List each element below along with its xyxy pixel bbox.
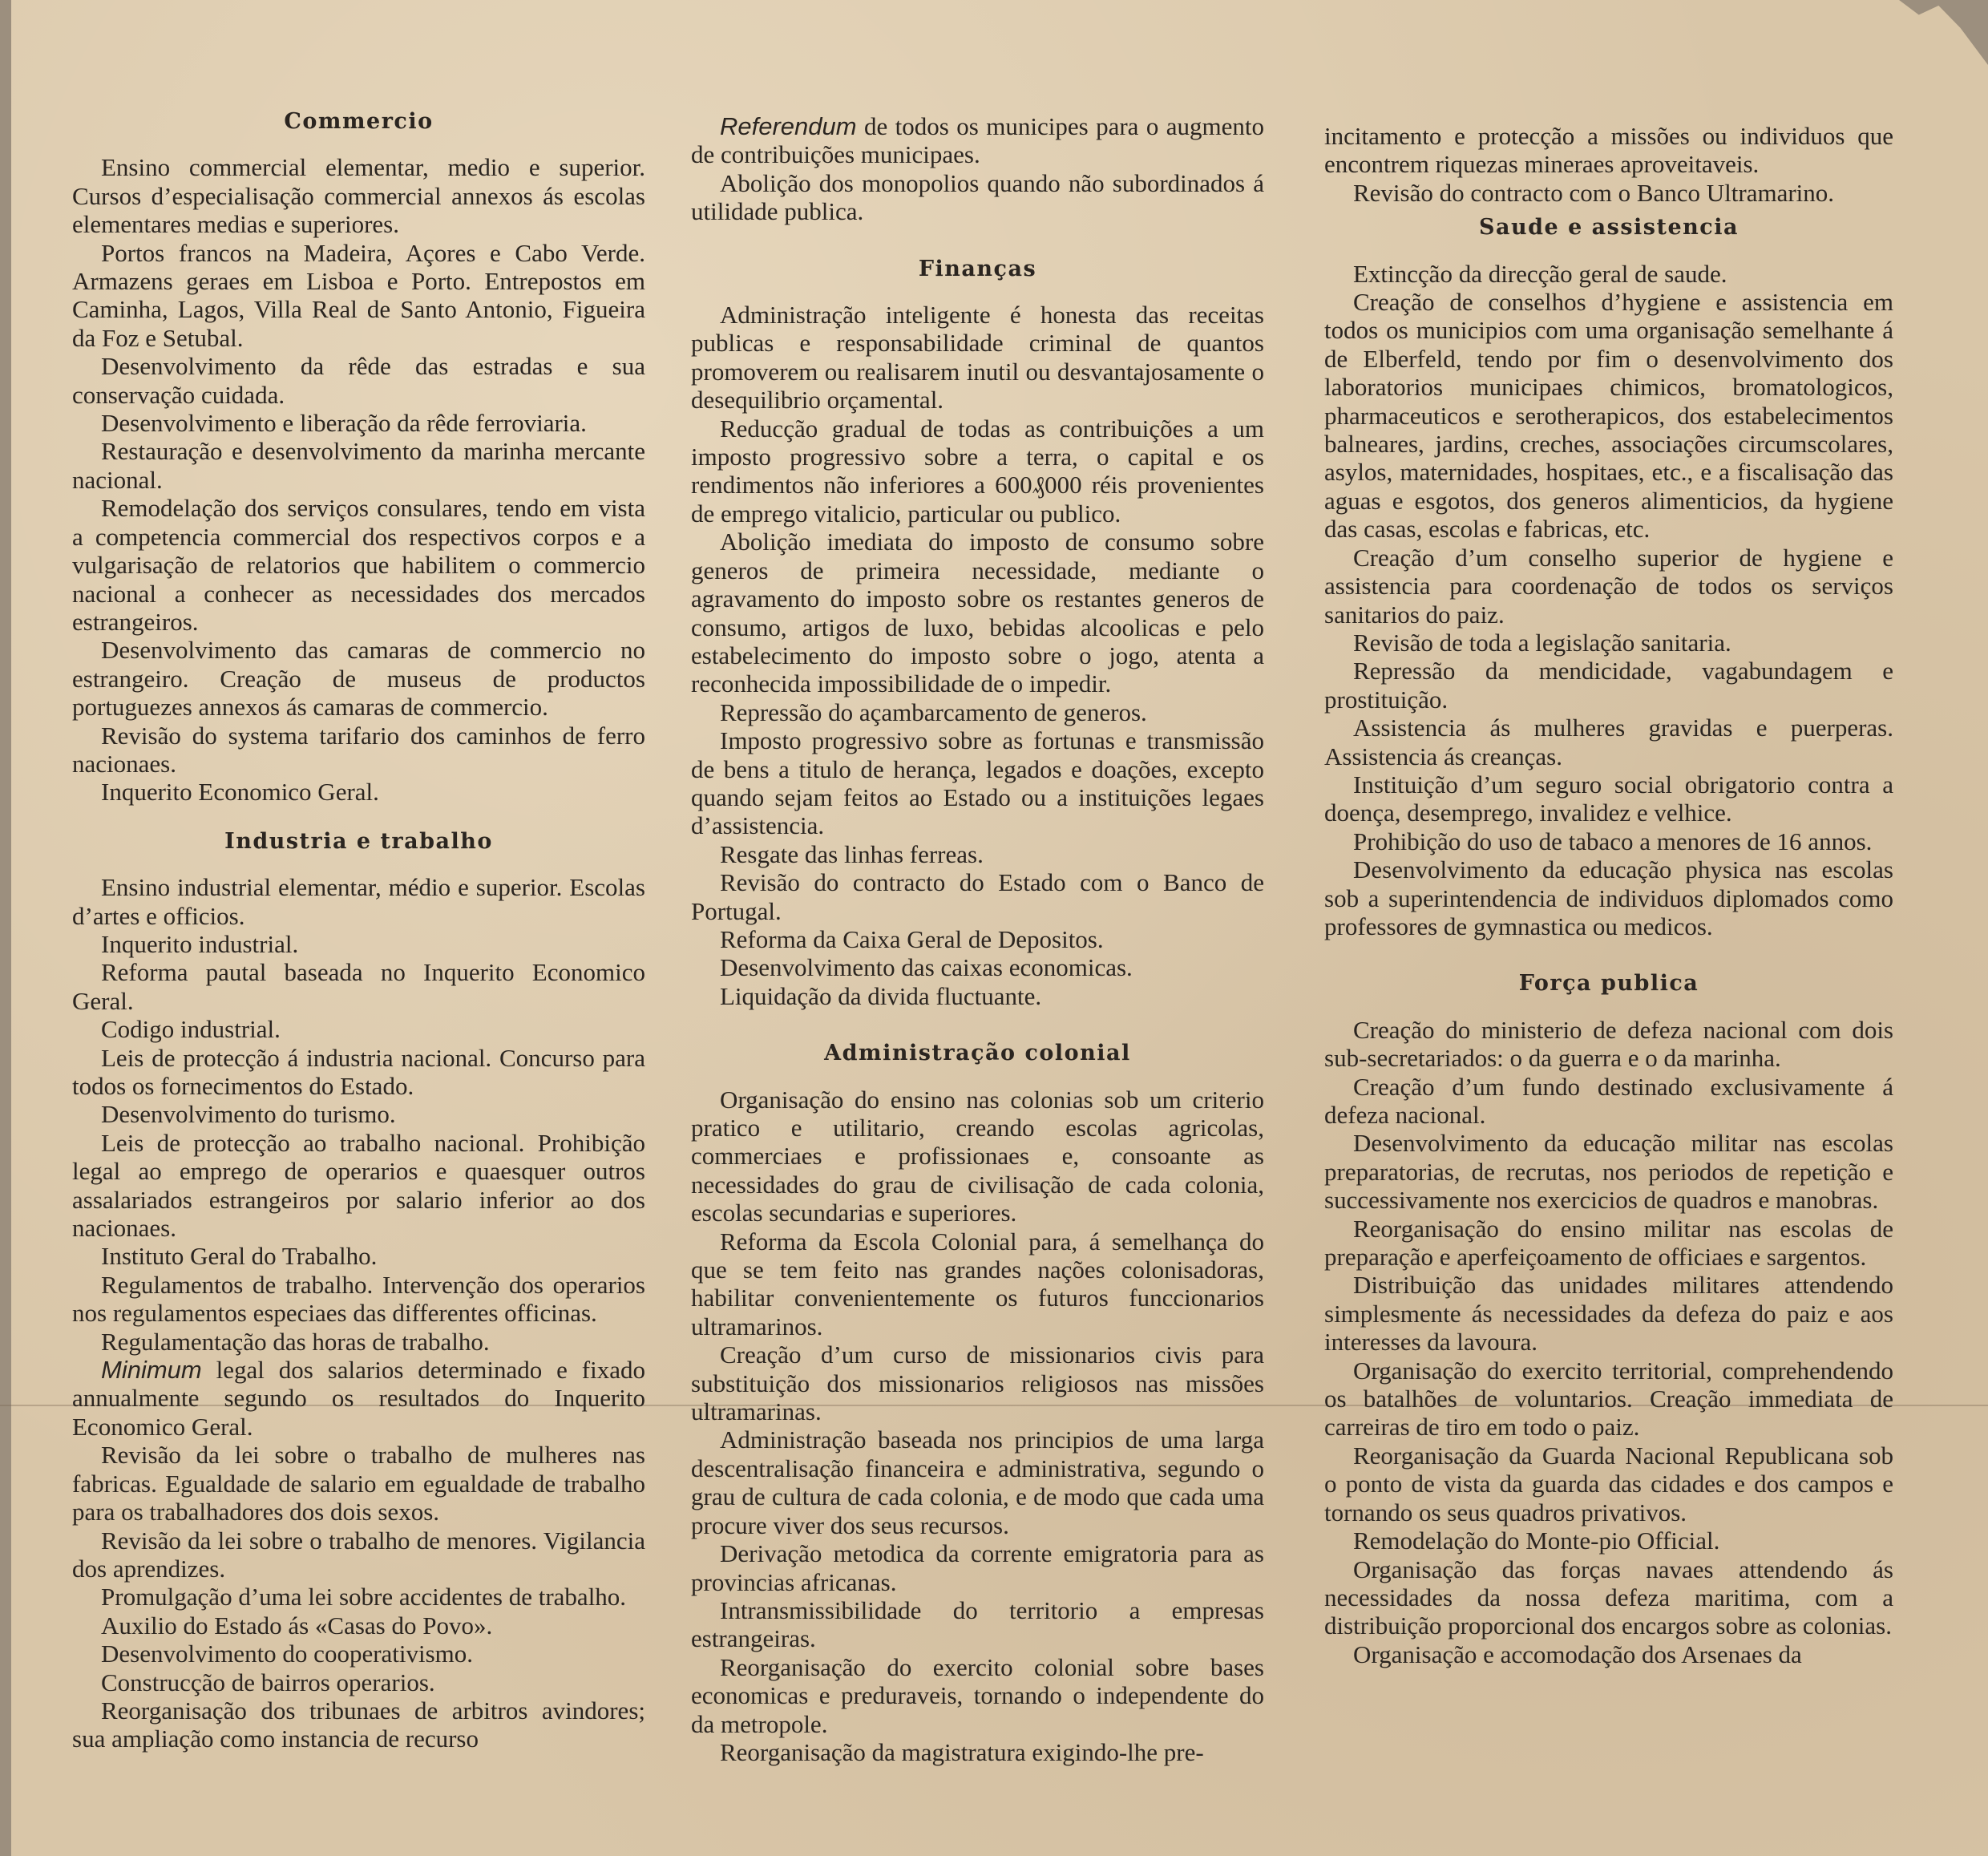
paragraph: Reforma pautal baseada no Inquerito Economico Geral. [72,958,645,1015]
paragraph: Desenvolvimento da educação militar nas escolas preparatorias, de recrutas, nos periodos de repetição e successivamente nos exercicios de quadros e manobras. [1324,1129,1893,1215]
paragraph: Organisação das forças navaes attendendo ás necessidades da nossa defeza maritima, com a distribuição proporcional dos encargos sobre as colonias. [1324,1555,1893,1640]
paragraph: incitamento e protecção a missões ou individuos que encontrem riquezas mineraes aproveitaveis. [1324,122,1893,179]
column-left [72,98,645,1753]
paragraph: Resgate das linhas ferreas. [720,839,984,868]
paragraph: Imposto progressivo sobre as fortunas e transmissão de bens a titulo de herança, legados e doações, excepto quando sejam feitos ao Estado ou a instituições legaes d’assistencia. [691,726,1264,840]
paragraph: Codigo industrial. [101,1015,281,1044]
section-heading-financas: Finanças [918,256,1037,281]
paragraph: Instituição d’um seguro social obrigatorio contra a doença, desemprego, invalidez e velhice. [1324,770,1893,827]
paragraph: Organisação do exercito territorial, comprehendendo os batalhões de voluntarios. Creação immediata de carreiras de tiro em todo o paiz. [1324,1356,1893,1442]
paragraph: Reorganisação do ensino militar nas escolas de preparação e aperfeiçoamento de officiaes e sargentos. [1324,1214,1893,1272]
section-heading-forca-publica: Força publica [1518,971,1699,997]
paragraph: Revisão do systema tarifario dos caminhos de ferro nacionaes. [72,721,645,778]
paragraph: Desenvolvimento das camaras de commercio no estrangeiro. Creação de museus de productos portuguezes annexos ás camaras de commercio. [72,636,645,722]
paragraph: Revisão do contracto com o Banco Ultramarino. [1353,178,1835,207]
paragraph: Prohibição do uso de tabaco a menores de 16 annos. [1353,827,1873,855]
paragraph: Inquerito Economico Geral. [101,778,379,807]
paragraph: Derivação metodica da corrente emigratoria para as provincias africanas. [691,1539,1264,1596]
paragraph: Ensino commercial elementar, medio e superior. Cursos d’especialisação commercial annexos ás escolas elementares medias e superiores. [72,153,645,239]
paragraph: Creação de conselhos d’hygiene e assistencia em todos os municipios com uma organisação semelhante á de Elberfeld, tendo por fim o desenvolvimento dos laboratorios municipaes chimicos, bromatologicos, pharmaceuticos e serotherapicos, dos estabelecimentos balneares, jardins, creches, associações circumscolares, asylos, maternidades, hospitaes, etc., e a fiscalisação das aguas e esgotos, dos generos alimenticios, da hygiene das casas, escolas e fabricas, etc. [1324,288,1893,544]
section-heading-administracao-colonial: Administração colonial [824,1041,1131,1066]
paragraph: Revisão da lei sobre o trabalho de menores. Vigilancia dos aprendizes. [72,1526,645,1583]
paragraph: Repressão da mendicidade, vagabundagem e prostituição. [1324,657,1893,714]
paragraph: Desenvolvimento da rêde das estradas e sua conservação cuidada. [72,352,645,409]
paragraph: Extincção da direcção geral de saude. [1353,259,1727,288]
paragraph: Revisão da lei sobre o trabalho de mulheres nas fabricas. Egualdade de salario em egualdade de trabalho para os trabalhadores dos dois sexos. [72,1441,645,1526]
paragraph: Leis de protecção á industria nacional. Concurso para todos os fornecimentos do Estado. [72,1043,645,1100]
paragraph: Remodelação dos serviços consulares, tendo em vista a competencia commercial dos respectivos corpos e a vulgarisação de relatorios que habilitem o commercio nacional a conhecer as necessidades dos mercados estrangeiros. [72,494,645,636]
section-heading-saude: Saude e assistencia [1479,215,1739,241]
paragraph: Administração inteligente é honesta das receitas publicas e responsabilidade criminal de quantos promoverem ou realisarem inutil ou desvantajosamente o desequilibrio orçamental. [691,301,1264,414]
section-heading-industria: Industria e trabalho [224,828,493,854]
paragraph: Creação d’um fundo destinado exclusivamente á defeza nacional. [1324,1072,1893,1129]
paragraph: Restauração e desenvolvimento da marinha mercante nacional. [72,437,645,494]
paragraph-referendum: Referendum de todos os municipes para o augmento de contribuições municipaes. [691,112,1264,169]
paragraph: Abolição dos monopolios quando não subordinados á utilidade publica. [691,168,1264,226]
paragraph: Repressão do açambarcamento de generos. [720,698,1147,726]
section-heading-commercio: Commercio [284,109,434,134]
paragraph: Ensino industrial elementar, médio e superior. Escolas d’artes e officios. [72,873,645,930]
paragraph: Intransmissibilidade do territorio a empresas estrangeiras. [691,1595,1264,1653]
paragraph: Remodelação do Monte-pio Official. [1353,1526,1720,1555]
paragraph-minimum-wage: Minimum legal dos salarios determinado e fixado annualmente segundo os resultados do Inquerito Economico Geral. [72,1356,645,1441]
paragraph: Leis de protecção ao trabalho nacional. Prohibição legal ao emprego de operarios e quaesquer outros assalariados estrangeiros por salario inferior ao dos nacionaes. [72,1128,645,1243]
italic-term: Minimum [101,1356,202,1385]
column-middle [691,112,1264,1766]
paragraph: Desenvolvimento do turismo. [101,1100,396,1129]
paragraph: Creação d’um conselho superior de hygiene e assistencia para coordenação de todos os serviços sanitarios do paiz. [1324,543,1893,629]
paragraph: Regulamentação das horas de trabalho. [101,1327,490,1356]
paragraph: Instituto Geral do Trabalho. [101,1242,378,1271]
paragraph: Desenvolvimento e liberação da rêde ferroviaria. [101,409,587,438]
paragraph: Reducção gradual de todas as contribuições a um imposto progressivo sobre a terra, o capital e os rendimentos não inferiores a 600₰000 réis provenientes de emprego vitalicio, particular ou publico. [691,414,1264,528]
paragraph: Desenvolvimento da educação physica nas escolas sob a superintendencia de individuos diplomados como professores de gymnastica ou medicos. [1324,855,1893,940]
paragraph: Inquerito industrial. [101,929,299,958]
paragraph: Reorganisação dos tribunaes de arbitros avindores; sua ampliação como instancia de recurso [72,1696,645,1753]
paragraph: Desenvolvimento do cooperativismo. [101,1640,474,1668]
paragraph: Creação do ministerio de defeza nacional com dois sub-secretariados: o da guerra e o da marinha. [1324,1015,1893,1073]
paragraph: Organisação do ensino nas colonias sob um criterio pratico e utilitario, creando escolas agricolas, commerciaes e profissionaes e, consoante as necessidades do grau de civilisação de cada colonia, escolas secundarias e superiores. [691,1085,1264,1227]
paragraph: Portos francos na Madeira, Açores e Cabo Verde. Armazens geraes em Lisboa e Porto. Entrepostos em Caminha, Lagos, Villa Real de Santo Antonio, Figueira da Foz e Setubal. [72,238,645,352]
paragraph: Revisão de toda a legislação sanitaria. [1353,628,1731,657]
paragraph: Liquidação da divida fluctuante. [720,981,1042,1010]
italic-term: Referendum [720,112,857,140]
paragraph: Construcção de bairros operarios. [101,1668,435,1696]
paragraph: Promulgação d’uma lei sobre accidentes de trabalho. [101,1583,627,1611]
paragraph: Reforma da Caixa Geral de Depositos. [720,924,1104,953]
paragraph: Creação d’um curso de missionarios civis para substituição dos missionarios religiosos nas missões ultramarinas. [691,1340,1264,1426]
paragraph: Auxilio do Estado ás «Casas do Povo». [101,1611,493,1640]
column-right [1324,122,1893,1668]
paragraph: Reorganisação do exercito colonial sobre bases economicas e preduraveis, tornando o independente do da metropole. [691,1652,1264,1738]
paragraph: Regulamentos de trabalho. Intervenção dos operarios nos regulamentos especiaes das differentes officinas. [72,1270,645,1328]
paragraph: Administração baseada nos principios de uma larga descentralisação financeira e administrativa, segundo o grau de cultura de cada colonia, e de modo que cada uma procure viver dos seus recursos. [691,1425,1264,1539]
paragraph: Revisão do contracto do Estado com o Banco de Portugal. [691,868,1264,925]
paragraph: Reorganisação da Guarda Nacional Republicana sob o ponto de vista da guarda das cidades e dos campos e tornando os seus quadros privativos. [1324,1441,1893,1526]
paragraph: Reorganisação da magistratura exigindo-lhe pre- [720,1737,1204,1766]
paragraph: Abolição imediata do imposto de consumo sobre generos de primeira necessidade, mediante o agravamento do imposto sobre os restantes generos de consumo, artigos de luxo, bebidas alcoolicas e pelo estabelecimento do imposto sobre o jogo, atenta a reconhecida impossibilidade de o impedir. [691,528,1264,698]
paragraph: Organisação e accomodação dos Arsenaes da [1353,1640,1802,1668]
paragraph: Distribuição das unidades militares attendendo simplesmente ás necessidades da defeza do paiz e aos interesses da lavoura. [1324,1271,1893,1357]
paragraph: Desenvolvimento das caixas economicas. [720,953,1133,982]
paragraph: Assistencia ás mulheres gravidas e puerperas. Assistencia ás creanças. [1324,714,1893,770]
paragraph: Reforma da Escola Colonial para, á semelhança do que se tem feito nas grandes nações colonisadoras, habilitar convenientemente os futuros funccionarios ultramarinos. [691,1227,1264,1340]
